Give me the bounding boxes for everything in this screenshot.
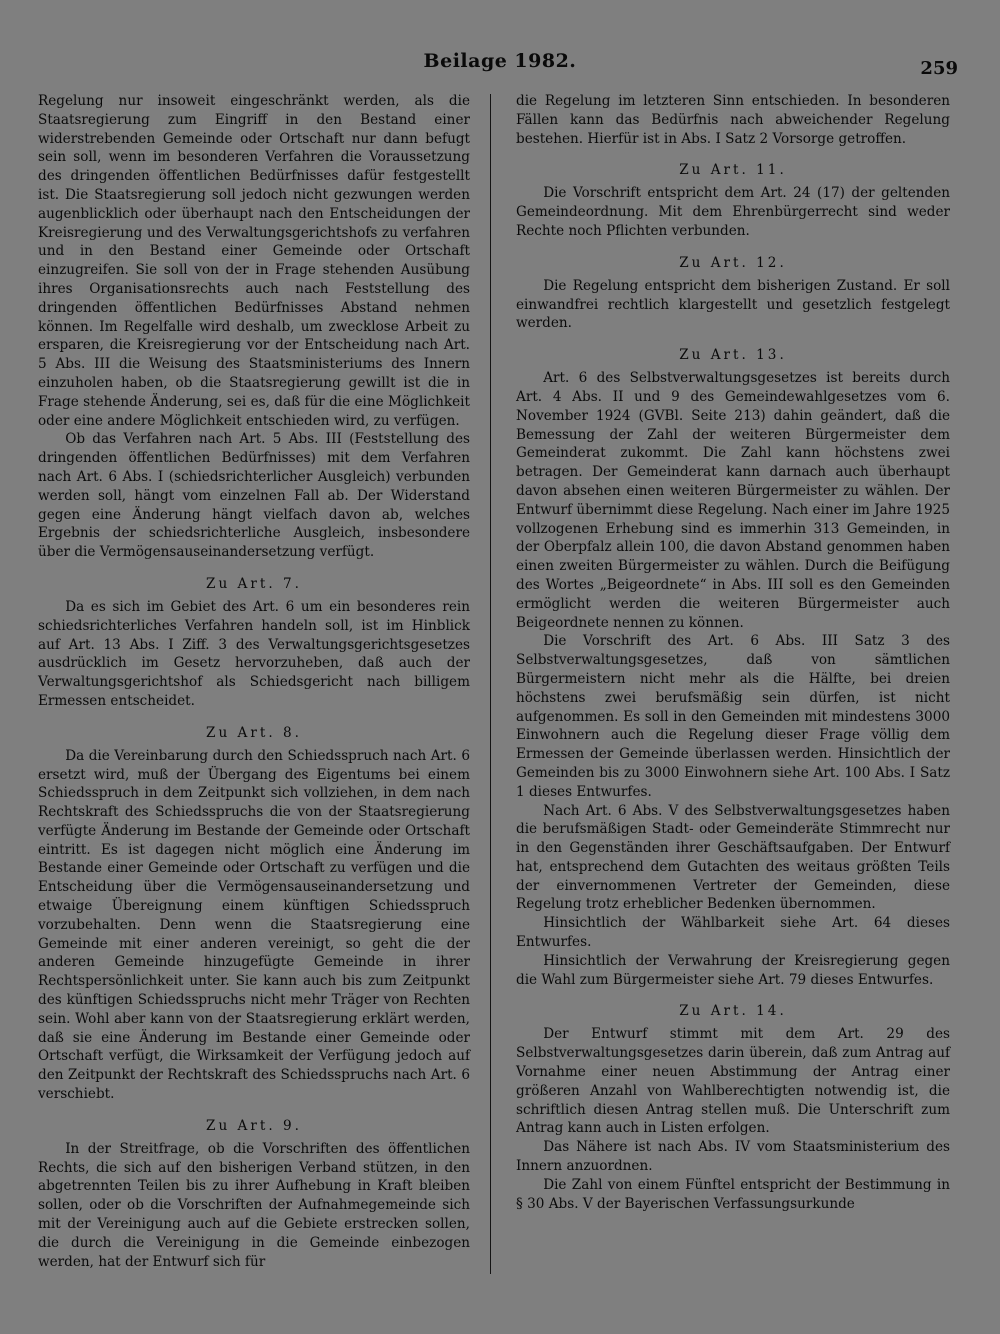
right-column (516, 92, 950, 1213)
paragraph: Art. 6 des Selbstverwaltungsgesetzes ist bereits durch Art. 4 Abs. II und 9 des Gemeindewahlgesetzes vom 6. November 1924 (GVBl. Seite 213) dahin geändert, daß die Bemessung der Zahl der weiteren Bürgermeister dem Gemeinderat zukommt. Die Zahl kann höchstens zwei betragen. Der Gemeinderat kann darnach auch überhaupt davon absehen einen weiteren Bürgermeister zu wählen. Der Entwurf übernimmt diese Regelung. Nach einer im Jahre 1925 vollzogenen Erhebung sind es immerhin 313 Gemeinden, in der Oberpfalz allein 100, die davon Abstand genommen haben einen zweiten Bürgermeister zu wählen. Durch die Beifügung des Wortes „Beigeordnete“ in Abs. III soll es den Gemeinden ermöglicht werden die weiteren Bürgermeister auch Beigeordnete nennen zu können. (516, 370, 950, 631)
section-heading-art-7: Zu Art. 7. (206, 575, 302, 592)
paragraph: Ob das Verfahren nach Art. 5 Abs. III (Feststellung des dringenden öffentlichen Bedürfnisses) mit dem Verfahren nach Art. 6 Abs. I (schiedsrichterlicher Ausgleich) verbunden werden soll, hängt vom einzelnen Fall ab. Der Widerstand gegen eine Änderung hängt vielfach davon ab, welches Ergebnis der schiedsrichterliche Ausgleich, insbesondere über die Vermögensauseinandersetzung verfügt. (38, 431, 470, 561)
paragraph: Die Vorschrift des Art. 6 Abs. III Satz 3 des Selbstverwaltungsgesetzes, daß von sämtlichen Bürgermeistern nicht mehr als die Hälfte, bei dreien höchstens zwei berufsmäßig sein dürfen, ist nicht aufgenommen. Es soll in den Gemeinden mit mindestens 3000 Einwohnern auch die Regelung dieser Frage völlig dem Ermessen der Gemeinde überlassen werden. Hinsichtlich der Gemeinden bis zu 3000 Einwohnern siehe Art. 100 Abs. I Satz 1 dieses Entwurfes. (516, 633, 950, 800)
section-heading-art-11: Zu Art. 11. (679, 162, 787, 179)
paragraph: Hinsichtlich der Wählbarkeit siehe Art. 64 dieses Entwurfes. (516, 915, 950, 951)
paragraph: Nach Art. 6 Abs. V des Selbstverwaltungsgesetzes haben die berufsmäßigen Stadt- oder Gemeinderäte Stimmrecht nur in den Gegenständen ihrer Geschäftsaufgaben. Der Entwurf hat, entsprechend dem Gutachten des weitaus größten Teils der einvernommenen Vertreter der Gemeinden, diese Regelung trotz erheblicher Bedenken übernommen. (516, 802, 950, 913)
paragraph: Hinsichtlich der Verwahrung der Kreisregierung gegen die Wahl zum Bürgermeister siehe Art. 79 dieses Entwurfes. (516, 952, 950, 988)
column-divider (490, 94, 491, 1274)
paragraph: In der Streitfrage, ob die Vorschriften des öffentlichen Rechts, die sich auf den bisherigen Verband stützen, in den abgetrennten Teilen bis zu ihrer Aufhebung in Kraft bleiben sollen, oder ob die Vorschriften der Aufnahmegemeinde sich mit der Vereinigung auch auf die Gebiete erstrecken sollen, die durch die Vereinigung in die Gemeinde einbezogen werden, hat der Entwurf sich für (38, 1140, 470, 1270)
paragraph: Regelung nur insoweit eingeschränkt werden, als die Staatsregierung zum Eingriff in den Bestand einer widerstrebenden Gemeinde oder Ortschaft nur dann befugt sein soll, wenn im besonderen Verfahren die Voraussetzung des dringenden öffentlichen Bedürfnisses dafür festgestellt ist. Die Staatsregierung soll jedoch nicht gezwungen werden augenblicklich oder überhaupt nach den Entscheidungen der Kreisregierung und des Verwaltungsgerichtshofs zu verfahren und in den Bestand einer Gemeinde oder Ortschaft einzugreifen. Sie soll von der in Frage stehenden Ausübung ihres Organisationsrechts auch nach Feststellung des dringenden öffentlichen Bedürfnisses Abstand nehmen können. Im Regelfalle wird deshalb, um zwecklose Arbeit zu ersparen, die Kreisregierung vor der Entscheidung nach Art. 5 Abs. III die Weisung des Staatsministeriums des Innern einzuholen haben, ob die Staatsregierung gewillt ist die in Frage stehende Änderung, sei es, daß für die eine Möglichkeit oder eine andere Möglichkeit entschieden wird, zu verfügen. (38, 93, 470, 429)
paragraph: Da es sich im Gebiet des Art. 6 um ein besonderes rein schiedsrichterliches Verfahren handeln soll, ist im Hinblick auf Art. 13 Abs. I Ziff. 3 des Verwaltungsgerichtsgesetzes ausdrücklich im Gesetz hervorzuheben, daß auch der Verwaltungsgerichtshof als Schiedsgericht nach billigem Ermessen entscheidet. (38, 598, 470, 709)
section-heading-art-14: Zu Art. 14. (679, 1003, 787, 1020)
paragraph: Die Regelung entspricht dem bisherigen Zustand. Er soll einwandfrei rechtlich klargestellt und gesetzlich festgelegt werden. (516, 277, 950, 332)
page-number: 259 (920, 58, 958, 79)
paragraph: Da die Vereinbarung durch den Schiedsspruch nach Art. 6 ersetzt wird, muß der Übergang des Eigentums bei einem Schiedsspruch in dem Zeitpunkt sich vollziehen, in dem nach Rechtskraft des Schiedsspruchs die von der Staatsregierung verfügte Änderung im Bestande der Gemeinde oder Ortschaft eintritt. Es ist dagegen nicht möglich eine Änderung im Bestande einer Gemeinde oder Ortschaft zu verfügen und die Entscheidung über die Vermögensauseinandersetzung und etwaige Übereignung einem künftigen Schiedsspruch vorzubehalten. Denn wenn die Staatsregierung eine Gemeinde mit einer anderen vereinigt, so geht die der anderen Gemeinde hinzugefügte Gemeinde in ihrer Rechtspersönlichkeit unter. Sie kann auch bis zum Zeitpunkt des künftigen Schiedsspruchs nicht mehr Träger von Rechten sein. Wohl aber kann von der Staatsregierung erklärt werden, daß sie eine Änderung im Bestande einer Gemeinde oder Ortschaft verfügt, die Wirksamkeit der Verfügung jedoch auf den Zeitpunkt der Rechtskraft des Schiedsspruchs nach Art. 6 verschiebt. (38, 747, 470, 1103)
section-heading-art-12: Zu Art. 12. (679, 254, 787, 271)
section-heading-art-13: Zu Art. 13. (679, 347, 787, 364)
left-column (38, 92, 470, 1271)
paragraph: Die Vorschrift entspricht dem Art. 24 (17) der geltenden Gemeindeordnung. Mit dem Ehrenbürgerrecht sind weder Rechte noch Pflichten verbunden. (516, 185, 950, 239)
paragraph: Der Entwurf stimmt mit dem Art. 29 des Selbstverwaltungsgesetzes darin überein, daß zum Antrag auf Vornahme einer neuen Abstimmung der Antrag einer größeren Anzahl von Wahlberechtigten notwendig ist, die schriftlich diesen Antrag stellen muß. Die Unterschrift zum Antrag kann auch in Listen erfolgen. (516, 1026, 950, 1137)
section-heading-art-9: Zu Art. 9. (206, 1117, 302, 1134)
paragraph: Das Nähere ist nach Abs. IV vom Staatsministerium des Innern anzuordnen. (516, 1139, 950, 1175)
section-heading-art-8: Zu Art. 8. (206, 724, 302, 741)
paragraph: die Regelung im letzteren Sinn entschieden. In besonderen Fällen kann das Bedürfnis nach abweichender Regelung bestehen. Hierfür ist in Abs. I Satz 2 Vorsorge getroffen. (516, 93, 950, 147)
page-header-title: Beilage 1982. (423, 50, 577, 72)
paragraph: Die Zahl von einem Fünftel entspricht der Bestimmung in § 30 Abs. V der Bayerischen Verfassungsurkunde (516, 1176, 950, 1212)
